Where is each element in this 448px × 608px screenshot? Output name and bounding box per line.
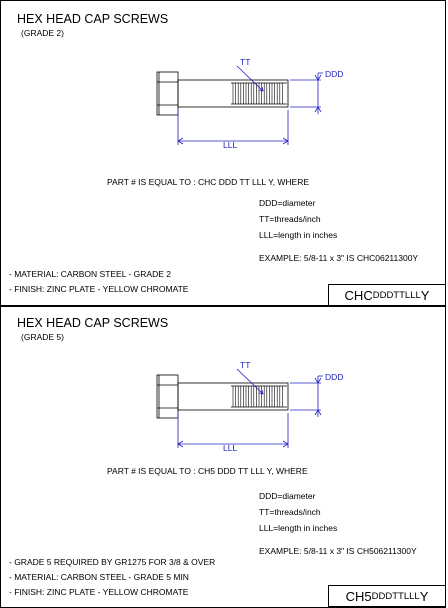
legend-threads: TT=threads/inch bbox=[259, 214, 321, 224]
length-label: LLL bbox=[223, 140, 238, 150]
code-prefix: CHC bbox=[344, 287, 373, 303]
code-end: Y bbox=[420, 287, 430, 303]
legend-diameter: DDD=diameter bbox=[259, 491, 316, 501]
screw-drawing bbox=[1, 1, 447, 161]
grade-label: (GRADE 2) bbox=[21, 28, 64, 38]
legend-threads: TT=threads/inch bbox=[259, 507, 321, 517]
example-text: EXAMPLE: 5/8-11 x 3" IS CH506211300Y bbox=[259, 546, 417, 556]
hex-head bbox=[157, 375, 178, 418]
part-number-formula: PART # IS EQUAL TO : CHC DDD TT LLL Y, WHERE bbox=[107, 177, 310, 187]
note-material: - MATERIAL: CARBON STEEL - GRADE 2 bbox=[9, 269, 172, 279]
panel-title: HEX HEAD CAP SCREWS bbox=[17, 316, 169, 330]
diameter-label: DDD bbox=[325, 372, 344, 382]
code-fields: DDDTTLLL bbox=[371, 590, 420, 602]
code-prefix: CH5 bbox=[345, 588, 372, 604]
note-material: - MATERIAL: CARBON STEEL - GRADE 5 MIN bbox=[9, 572, 189, 582]
part-number-formula: PART # IS EQUAL TO : CH5 DDD TT LLL Y, WHERE bbox=[107, 466, 308, 476]
dimension-lines bbox=[178, 369, 323, 448]
thread-label: TT bbox=[240, 360, 251, 370]
length-label: LLL bbox=[223, 443, 238, 453]
hex-head bbox=[157, 72, 178, 115]
screw-drawing bbox=[1, 304, 447, 464]
part-code-box bbox=[328, 284, 446, 306]
part-code-box bbox=[328, 585, 446, 607]
grade-label: (GRADE 5) bbox=[21, 332, 64, 342]
legend-length: LLL=length in inches bbox=[259, 523, 338, 533]
grade-5-panel bbox=[0, 306, 446, 608]
code-fields: DDDTTLLL bbox=[372, 289, 421, 301]
note-finish: - FINISH: ZINC PLATE - YELLOW CHROMATE bbox=[9, 587, 189, 597]
panel-title: HEX HEAD CAP SCREWS bbox=[17, 12, 169, 26]
dimension-lines bbox=[178, 66, 323, 145]
example-text: EXAMPLE: 5/8-11 x 3" IS CHC06211300Y bbox=[259, 253, 419, 263]
legend-length: LLL=length in inches bbox=[259, 230, 338, 240]
note-finish: - FINISH: ZINC PLATE - YELLOW CHROMATE bbox=[9, 284, 189, 294]
legend-diameter: DDD=diameter bbox=[259, 198, 316, 208]
thread-label: TT bbox=[240, 57, 251, 67]
diameter-label: DDD bbox=[325, 69, 344, 79]
code-end: Y bbox=[419, 588, 429, 604]
note-grade-requirement: - GRADE 5 REQUIRED BY GR1275 FOR 3/8 & OVER bbox=[9, 557, 216, 567]
